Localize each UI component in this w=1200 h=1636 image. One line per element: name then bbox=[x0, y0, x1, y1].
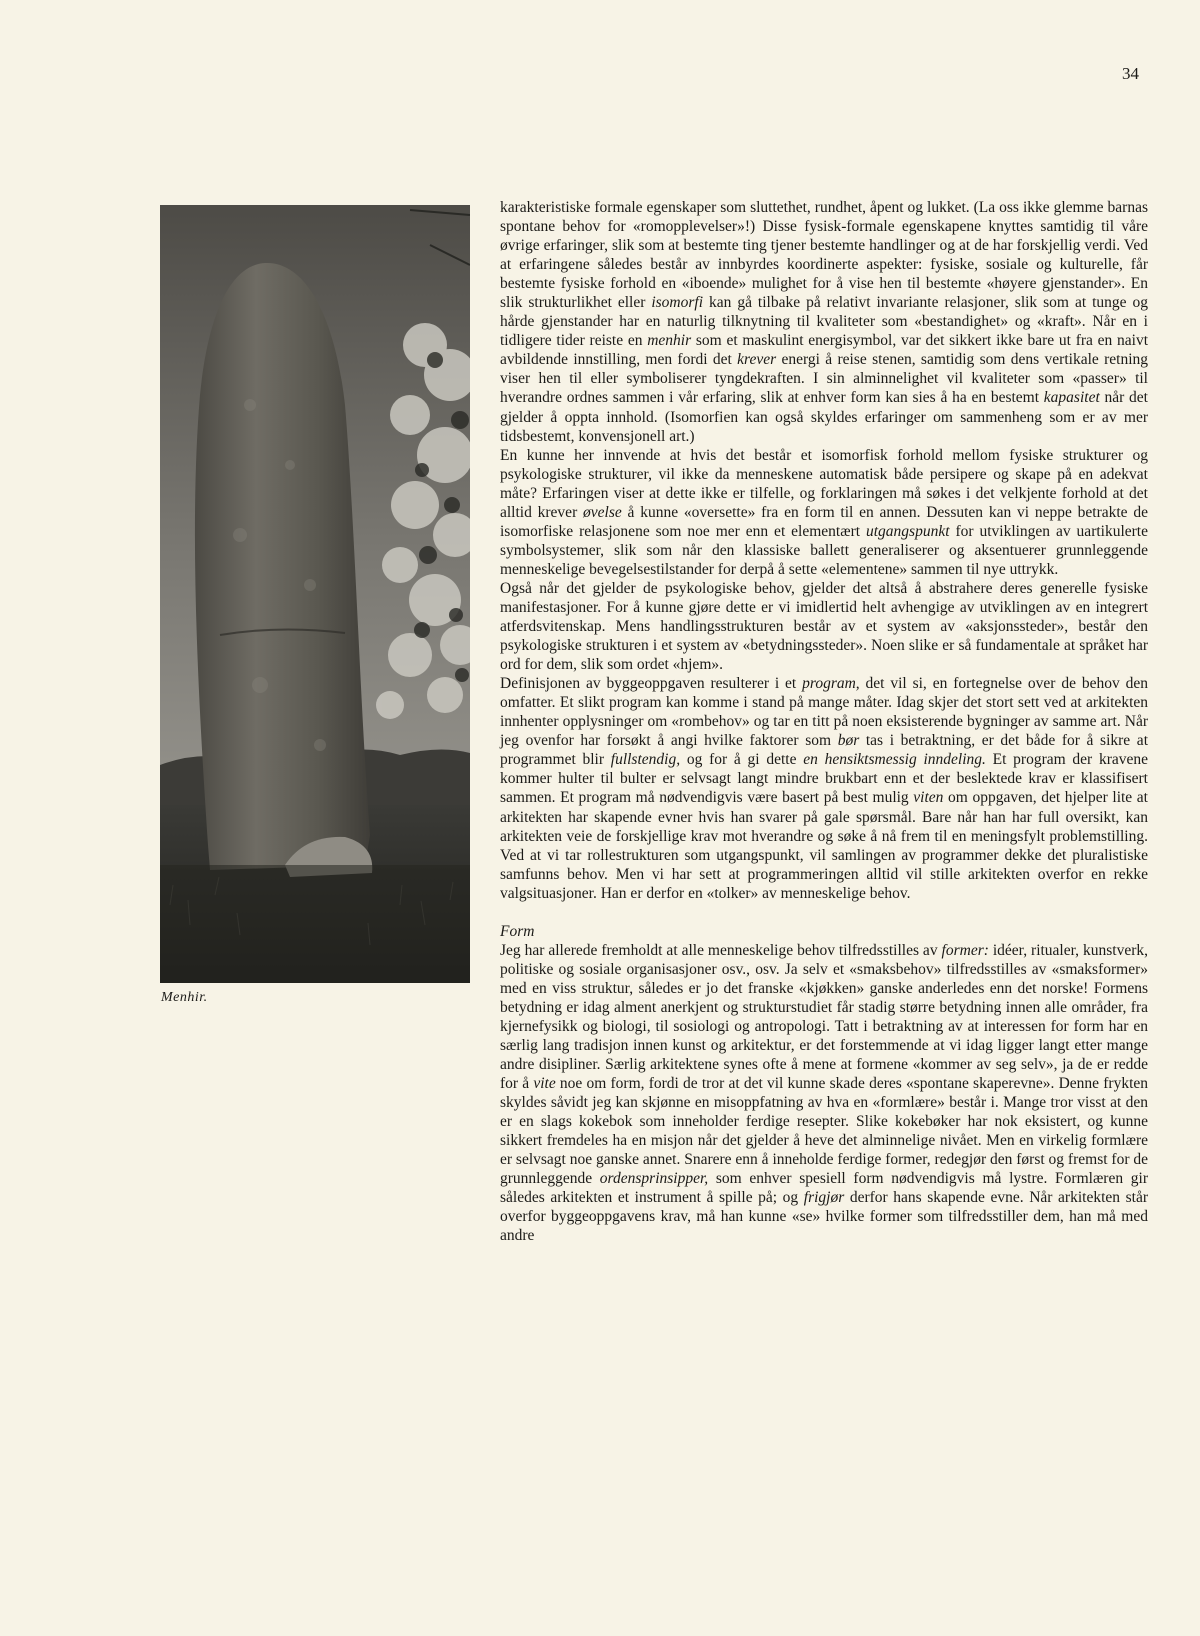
italic-term: bør bbox=[837, 732, 860, 750]
italic-term: frigjør bbox=[803, 1189, 845, 1207]
italic-term: kapasitet bbox=[1043, 389, 1100, 407]
menhir-photo bbox=[160, 205, 470, 983]
menhir-illustration bbox=[160, 205, 470, 983]
paragraph: En kunne her innvende at hvis det består et isomorfisk forhold mellom fysiske strukturer og psykologiske strukturer, vil ikke da menneskene automatisk både persipere og skape på en adekvat måte? Erfaringen viser at dette ikke er tilfelle, og forklaringen må søkes i det velkjente forhold at det alltid krever øvelse å kunne «oversette» fra en form til en annen. Dessuten kan vi neppe betrakte de isomorfiske relasjonene som noe mer enn et elementært utgangspunkt for utviklingen av uartikulerte symbolsystemer, slik som når den klassiske ballett generaliserer og aksentuerer grunnleggende menneskelige bevegelsestilstander for derpå å sette «elementene» sammen til nye uttrykk. bbox=[500, 446, 1148, 578]
italic-term: en hensiktsmessig inndeling. bbox=[803, 751, 986, 769]
body-text bbox=[500, 198, 1148, 1246]
italic-term: viten bbox=[913, 789, 944, 807]
italic-term: menhir bbox=[647, 332, 692, 350]
paragraph: Definisjonen av byggeoppgaven resulterer i et program, det vil si, en fortegnelse over de behov den omfatter. Et slikt program kan komme i stand på mange måter. Idag skjer det stort sett ved at arkitekten innhenter opplysninger om «rombehov» og tar en titt på noen eksisterende bygninger av samme art. Når jeg ovenfor har forsøkt å angi hvilke faktorer som bør tas i betraktning, er det både for å sikre at programmet blir fullstendig, og for å gi dette en hensiktsmessig inndeling. Et program der kravene kommer hulter til bulter er selvsagt langt mindre brukbart enn et der beslektede krav er klassifisert sammen. Et program må nødvendigvis være basert på best mulig viten om oppgaven, det hjelper lite at arkitekten har skapende evner hvis han svarer på gale spørsmål. Bare når han har full oversikt, kan arkitekten veie de forskjellige krav mot hverandre og søke å nå frem til en meningsfylt problemstilling. Ved at vi tar rollestrukturen som utgangspunkt, vil samlingen av programmer dekke det pluralistiske samfunns behov. Men vi har sett at programmeringen alltid vil stille arkitekten overfor en rekke valgsituasjoner. Han er derfor en «tolker» av menneskelige behov. bbox=[500, 675, 1148, 902]
paragraph: Jeg har allerede fremholdt at alle menneskelige behov tilfredsstilles av former: idéer, ritualer, kunstverk, politiske og sosiale organisasjoner osv., osv. Ja selv et «smaksbehov» tilfredsstilles av «smaksformer» med en viss struktur, således er jo det franske «kjøkken» ganske anderledes enn det norske! Formens betydning er idag alment anerkjent og strukturstudiet får stadig større betydning innen alle områder, fra kjernefysikk og biologi, til sosiologi og antropologi. Tatt i betraktning av at interessen for form har en særlig lang tradisjon innen kunst og arkitektur, er det forstemmende at vi idag ligger langt etter mange andre disipliner. Særlig arkitektene synes ofte å mene at formene «kommer av seg selv», ja de er redde for å vite noe om form, fordi de tror at det vil kunne skade deres «spontane skaperevne». Denne frykten skyldes såvidt jeg kan skjønne en misoppfatning av hva en «formlære» består i. Mange tror visst at den er en slags kokebok som inneholder ferdige resepter. Slike kokebøker har nok eksistert, og kunne sikkert fremdeles ha en misjon når det gjelder å heve det alminnelige nivået. Men en virkelig formlære er selvsagt noe ganske annet. Snarere enn å inneholde ferdige former, redegjør den først og fremst for de grunnleggende ordensprinsipper, som enhver spesiell form nødvendigvis må lystre. Formlæren gir således arkitekten et instrument å spille på; og frigjør derfor hans skapende evne. Når arkitekten står overfor byggeoppgavens krav, må han kunne «se» hvilke former som tilfredsstiller dem, han må med andre bbox=[500, 941, 1149, 1245]
italic-term: program, bbox=[802, 675, 860, 693]
italic-term: fullstendig, bbox=[610, 751, 681, 769]
italic-term: ordensprinsipper, bbox=[599, 1170, 709, 1188]
italic-term: øvelse bbox=[583, 503, 622, 521]
page-number: 34 bbox=[1122, 64, 1139, 83]
italic-term: utgangspunkt bbox=[865, 522, 950, 540]
italic-term: krever bbox=[737, 351, 777, 369]
paragraph: karakteristiske formale egenskaper som sluttethet, rundhet, åpent og lukket. (La oss ikke glemme barnas spontane behov for «romopplevelser»!) Disse fysisk-formale egenskapene knyttes samtidig til våre øvrige erfaringer, slik som at bestemte ting tjener bestemte handlinger og at de har forskjellig verdi. Ved at erfaringene således består av innbyrdes koordinerte aspekter: fysiske, sosiale og kulturelle, får bestemte fysiske forhold en «iboende» mulighet for å vise hen til bestemte «høyere gjenstander». En slik strukturlikhet eller isomorfi kan gå tilbake på relativt invariante relasjoner, slik som at tunge og hårde gjenstander har en naturlig tilknytning til kvaliteter som «bestandighet» og «kraft». Når en i tidligere tider reiste en menhir som et maskulint energisymbol, var det sikkert ikke bare ut fra en naivt avbildende innstilling, men fordi det krever energi å reise stenen, samtidig som dens vertikale retning viser hen til eller symboliserer tyngdekraften. I sin alminnelighet vil kvaliteter som «passer» til hverandre ordnes sammen i vår erfaring, slik at enhver form kan sies å ha en bestemt kapasitet når det gjelder å oppta innhold. (Isomorfien kan også skyldes erfaringer om sammenheng som er av mer tidsbestemt, konvensjonell art.) bbox=[500, 199, 1149, 445]
section-heading: Form bbox=[500, 922, 535, 940]
italic-term: vite bbox=[533, 1075, 556, 1093]
paragraph: Også når det gjelder de psykologiske behov, gjelder det altså å abstrahere deres generelle fysiske manifestasjoner. For å kunne gjøre dette er vi imidlertid helt avhengige av utviklingen av en integrert atferdsvitenskap. Mens handlingsstrukturen består av et system av «aksjonssteder», består den psykologiske strukturen i et system av «betydningssteder». Noen slike er så fundamentale at språket har ord for dem, slik som ordet «hjem». bbox=[500, 579, 1148, 674]
figure-caption: Menhir. bbox=[161, 990, 208, 1005]
italic-term: isomorfi bbox=[651, 294, 704, 312]
italic-term: former: bbox=[941, 941, 989, 959]
